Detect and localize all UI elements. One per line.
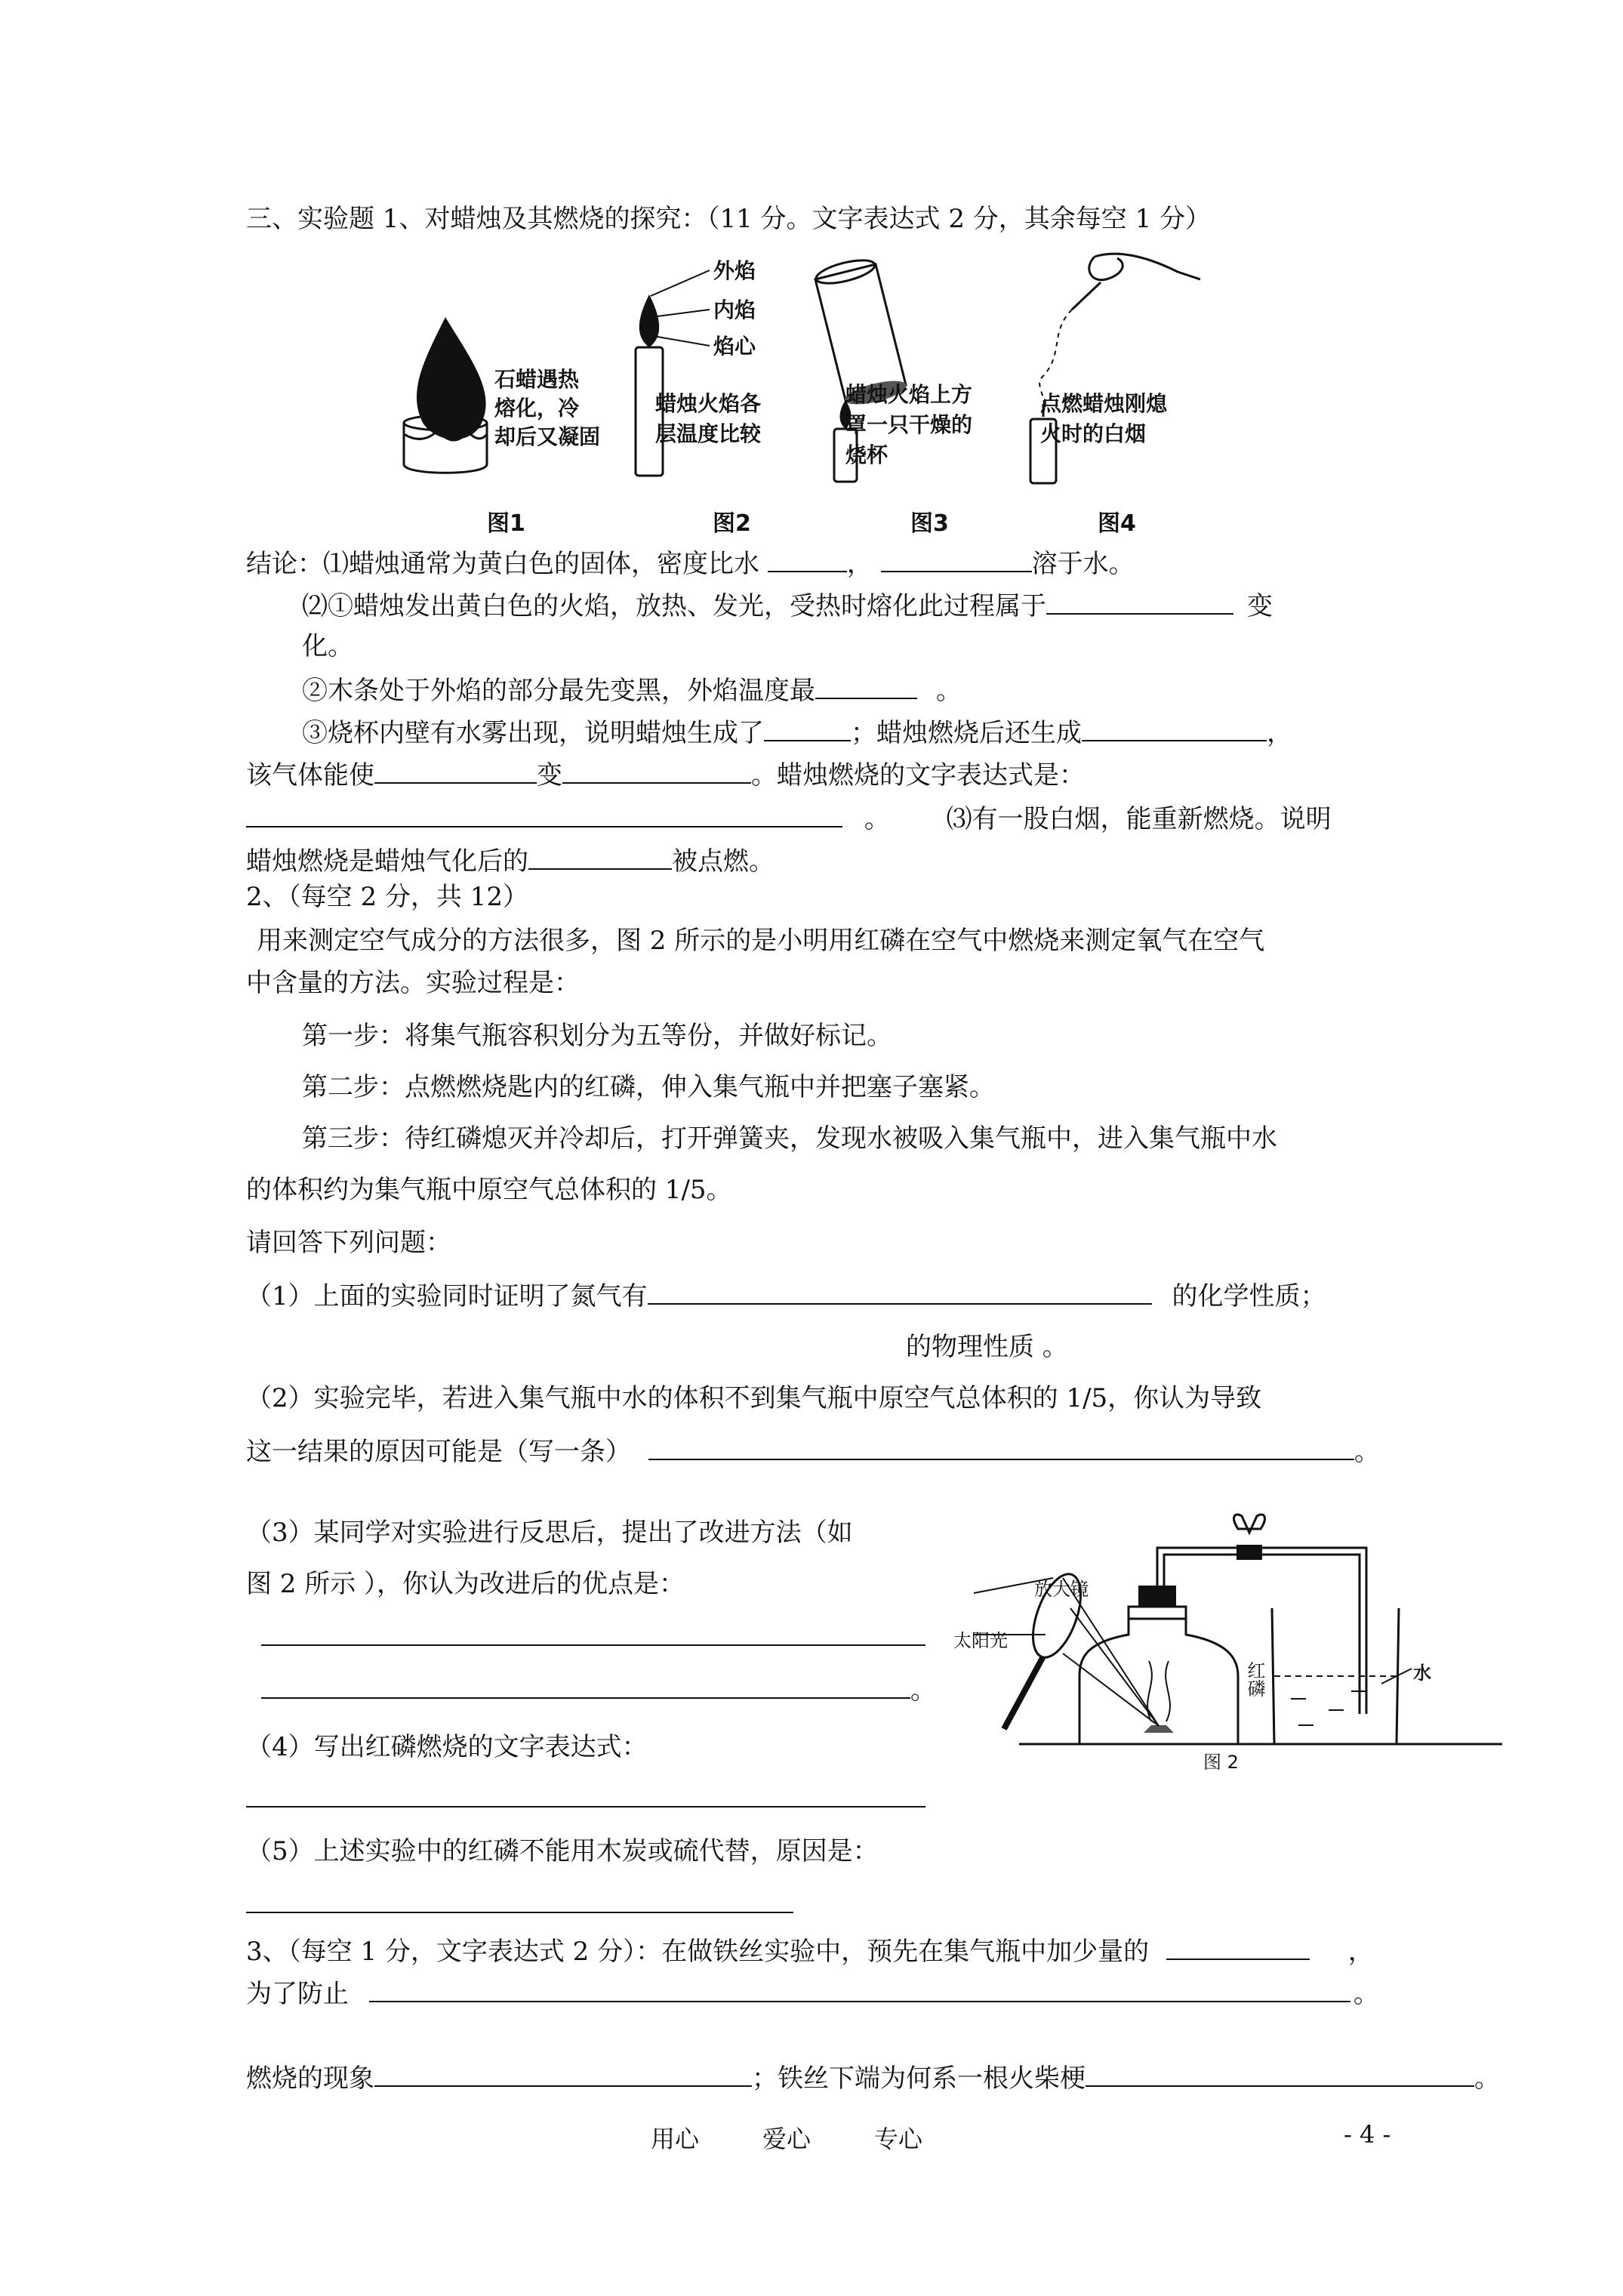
q3-line3: 燃烧的现象 ；铁丝下端为何系一根火柴梗 。 [246,2060,1500,2095]
blank-prevent-reason[interactable] [369,1975,1350,2002]
q2-step3-line2: 的体积约为集气瓶中原空气总体积的 1/5。 [246,1175,732,1205]
q2-header: 2、（每空 2 分，共 12） [246,882,528,912]
blank-candle-equation[interactable] [246,800,842,827]
blank-combustion-phenomenon[interactable] [374,2060,752,2087]
fig3-text-line2: 罩一只干燥的 [845,412,973,437]
q2-intro-line2: 中含量的方法。实验过程是： [246,968,580,998]
section-title: 三、实验题 1、对蜡烛及其燃烧的探究：（11 分。文字表达式 2 分，其余每空 1 分） [246,204,1212,234]
blank-water-product[interactable] [764,714,851,741]
blank-gas-product[interactable] [1082,714,1267,741]
q2-answer2-line1: （2）实验完毕，若进入集气瓶中水的体积不到集气瓶中原空气总体积的 1/5，你认为导致 [246,1383,1262,1413]
conclusion-line-6: 该气体能使 变 。蜡烛燃烧的文字表达式是： [246,757,1085,792]
fig3-caption: 图3 [910,510,949,537]
label-phosphorus: 红磷 [1244,1661,1265,1697]
fig2-text-line2: 层温度比较 [655,421,762,446]
blank-change-type[interactable] [1046,587,1233,615]
q2-answer1-line2: 的物理性质 。 [906,1332,1068,1362]
q2-answer5: （5）上述实验中的红磷不能用木炭或硫代替，原因是： [246,1836,879,1866]
q2-answer3-blank1 [261,1619,925,1654]
label-magnifier: 放大镜 [1034,1579,1089,1600]
q2-answer3-line2: 图 2 所示 ），你认为改进后的优点是： [246,1569,685,1599]
q2-answer2-line2: 这一结果的原因可能是（写一条） 。 [246,1433,1380,1469]
blank-white-smoke[interactable] [528,843,672,870]
fig1-caption: 图1 [487,510,525,537]
fig4-text-line2: 火时的白烟 [1040,421,1147,446]
blank-carbon-sulfur-reason[interactable] [246,1886,793,1913]
blank-solubility[interactable] [881,545,1032,572]
blank-error-reason[interactable] [648,1433,1354,1460]
blank-reagent[interactable] [374,757,537,784]
blank-match-reason[interactable] [1086,2060,1474,2087]
q2-answer5-blank [246,1886,793,1922]
label-inner-flame: 内焰 [713,297,756,322]
blank-phosphorus-equation[interactable] [246,1780,925,1808]
blank-improvement-advantage-1[interactable] [261,1619,925,1646]
phosphorus-apparatus-figure [974,1502,1517,1774]
label-flame-core: 焰心 [713,334,756,359]
blank-bottle-additive[interactable] [1166,1933,1310,1960]
fig3-text-line3: 烧杯 [845,442,888,467]
q2-answer1-line1: （1）上面的实验同时证明了氮气有 的化学性质； [246,1277,1326,1313]
conclusion-line-5: ③烧杯内壁有水雾出现，说明蜡烛生成了 ；蜡烛燃烧后还生成 ， [302,714,1292,750]
blank-outer-flame-temp[interactable] [815,672,917,699]
fig1-text-line3: 却后又凝固 [494,424,601,449]
fig4-text-line1: 点燃蜡烛刚熄 [1040,391,1168,416]
q2-answer4: （4）写出红磷燃烧的文字表达式： [246,1732,648,1762]
fig2-text-line1: 蜡烛火焰各 [655,391,762,416]
footer-text-2: 爱心 [762,2125,812,2153]
footer-text-3: 专心 [874,2125,923,2153]
q3-line2: 为了防止 。 [246,1975,1379,2011]
conclusion-line-3: 化。 [302,631,353,661]
q2-prompt: 请回答下列问题： [246,1228,451,1258]
fig1-melted-wax-drawing [404,317,487,473]
blank-density[interactable] [768,545,847,572]
q3-line1: 3、（每空 1 分，文字表达式 2 分）：在做铁丝实验中，预先在集气瓶中加少量的 ， [246,1933,1374,1968]
q2-answer3-blank2: 。 [261,1672,936,1707]
label-sunlight: 太阳光 [953,1630,1008,1651]
fig4-relight-smoke-drawing [1030,254,1200,483]
q2-answer3-line1: （3）某同学对实验进行反思后，提出了改进方法（如 [246,1518,853,1548]
conclusion-line-8: 蜡烛燃烧是蜡烛气化后的 被点燃。 [246,843,775,878]
label-outer-flame: 外焰 [713,258,756,283]
fig4-caption: 图4 [1098,510,1136,537]
figure2-caption: 图 2 [1203,1752,1239,1773]
page-number: - 4 - [1344,2120,1391,2149]
conclusion-line-7: 。 ⑶有一股白烟，能重新燃烧。说明 [246,800,1332,836]
fig1-text-line2: 熔化，冷 [494,396,580,421]
conclusion-line-4: ②木条处于外焰的部分最先变黑，外焰温度最 。 [302,672,962,707]
q2-intro-line1: 用来测定空气成分的方法很多，图 2 所示的是小明用红磷在空气中燃烧来测定氧气在空气 [257,926,1265,956]
blank-improvement-advantage-2[interactable] [261,1672,910,1699]
fig1-text-line1: 石蜡遇热 [494,367,580,392]
q2-step3-line1: 第三步：待红磷熄灭并冷却后，打开弹簧夹，发现水被吸入集气瓶中，进入集气瓶中水 [302,1123,1277,1154]
label-water: 水 [1413,1663,1431,1684]
fig2-caption: 图2 [713,510,751,537]
fig3-text-line1: 蜡烛火焰上方 [845,382,973,407]
blank-nitrogen-chemical[interactable] [648,1277,1152,1305]
blank-color-change[interactable] [562,757,751,784]
conclusion-line-2: ⑵①蜡烛发出黄白色的火焰，放热、发光，受热时熔化此过程属于 变 [302,587,1273,623]
q2-step1: 第一步：将集气瓶容积划分为五等份，并做好标记。 [302,1021,892,1051]
conclusion-line-1: 结论：⑴蜡烛通常为黄白色的固体，密度比水 ， 溶于水。 [246,545,1135,581]
footer-text-1: 用心 [651,2125,700,2153]
q2-step2: 第二步：点燃燃烧匙内的红磷，伸入集气瓶中并把塞子塞紧。 [302,1072,995,1102]
q2-answer4-blank [246,1780,925,1816]
